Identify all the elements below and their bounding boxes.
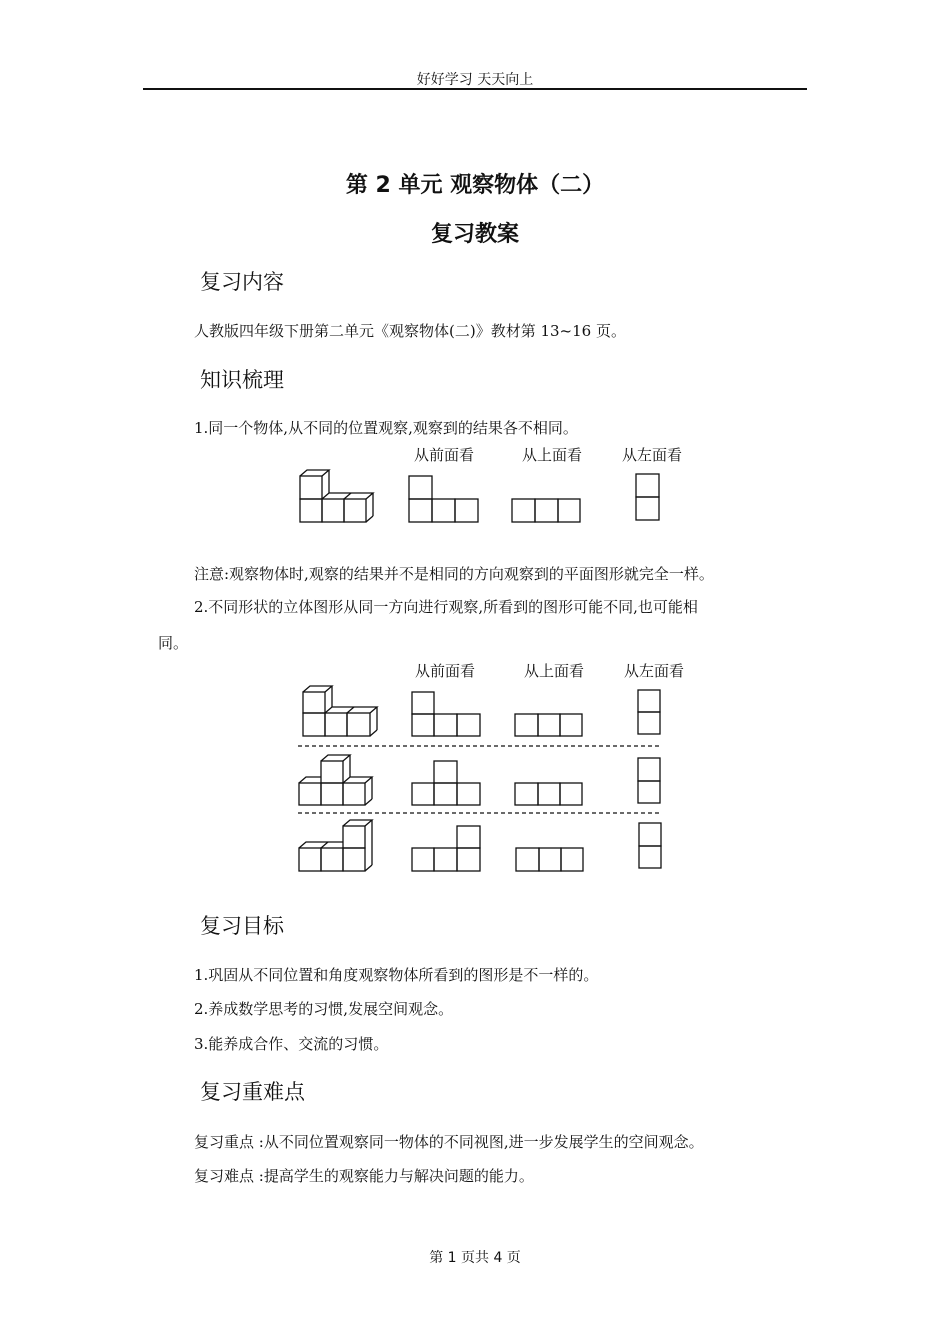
goal-item: 1.巩固从不同位置和角度观察物体所看到的图形是不一样的。 bbox=[194, 966, 599, 984]
document-title: 第 2 单元 观察物体（二） bbox=[345, 173, 605, 198]
goal-item: 2.养成数学思考的习惯,发展空间观念。 bbox=[194, 1000, 454, 1018]
row2-top-view bbox=[515, 783, 582, 805]
view-label-left-2: 从左面看 bbox=[623, 662, 685, 680]
header-rule bbox=[143, 88, 807, 90]
row2-left-view bbox=[638, 758, 660, 803]
section-heading-keypoints: 复习重难点 bbox=[200, 1080, 305, 1104]
row3-top-view bbox=[516, 848, 583, 871]
document-subtitle: 复习教案 bbox=[430, 222, 519, 247]
row2-cube-stack-3d bbox=[299, 755, 372, 805]
view-label-left: 从左面看 bbox=[621, 446, 683, 464]
view-label-front-2: 从前面看 bbox=[414, 662, 476, 680]
section-heading-knowledge: 知识梳理 bbox=[200, 368, 284, 392]
row3-front-view bbox=[412, 826, 480, 871]
front-view-1 bbox=[409, 476, 478, 522]
row3-left-view bbox=[639, 823, 661, 868]
review-difficulty: 复习难点 :提高学生的观察能力与解决问题的能力。 bbox=[194, 1167, 534, 1185]
section-heading-goals: 复习目标 bbox=[200, 914, 284, 938]
view-label-top: 从上面看 bbox=[521, 446, 583, 464]
row3-cube-stack-3d bbox=[299, 820, 372, 871]
row1-left-view bbox=[638, 690, 660, 734]
view-label-front: 从前面看 bbox=[413, 446, 475, 464]
left-view-1 bbox=[636, 474, 659, 520]
page-header: 好好学习 天天向上 bbox=[416, 72, 534, 88]
row2-front-view bbox=[412, 761, 480, 805]
review-focus: 复习重点 :从不同位置观察同一物体的不同视图,进一步发展学生的空间观念。 bbox=[194, 1133, 704, 1151]
knowledge-point-2-line2: 同。 bbox=[158, 634, 189, 652]
knowledge-point-1: 1.同一个物体,从不同的位置观察,观察到的结果各不相同。 bbox=[194, 419, 578, 437]
cube-stack-3d bbox=[300, 470, 373, 522]
knowledge-point-2-line1: 2.不同形状的立体图形从同一方向进行观察,所看到的图形可能不同,也可能相 bbox=[194, 598, 698, 616]
note-text: 注意:观察物体时,观察的结果并不是相同的方向观察到的平面图形就完全一样。 bbox=[194, 565, 714, 583]
row1-cube-stack-3d bbox=[303, 686, 377, 736]
content-text: 人教版四年级下册第二单元《观察物体(二)》教材第 13~16 页。 bbox=[194, 322, 626, 340]
top-view-1 bbox=[512, 499, 580, 522]
view-label-top-2: 从上面看 bbox=[523, 662, 585, 680]
section-heading-content: 复习内容 bbox=[200, 270, 284, 294]
figure-views-1 bbox=[290, 440, 710, 530]
row1-top-view bbox=[515, 714, 582, 736]
page-footer: 第 1 页共 4 页 bbox=[429, 1250, 521, 1266]
figure-views-2 bbox=[290, 655, 710, 885]
row1-front-view bbox=[412, 692, 480, 736]
goal-item: 3.能养成合作、交流的习惯。 bbox=[194, 1035, 389, 1053]
